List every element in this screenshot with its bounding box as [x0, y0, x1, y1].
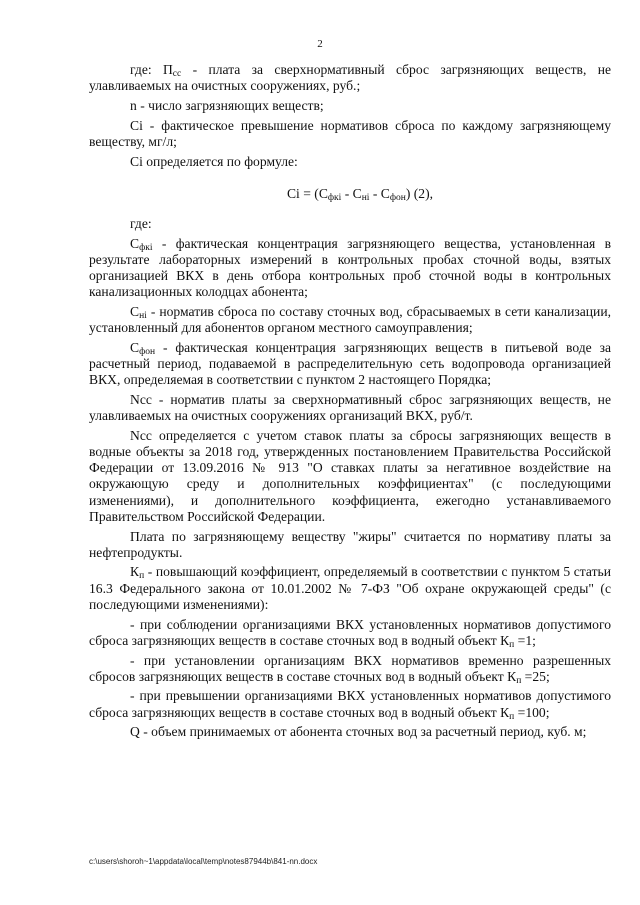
file-path-footer: c:\users\shoroh~1\appdata\local\temp\notes87944b\841-nn.docx	[89, 857, 318, 866]
paragraph-n: n - число загрязняющих веществ;	[130, 97, 324, 113]
paragraph-kp: $К_п$ - повышающий коэффициент, определяемый в соответствии с пунктом 5 статьи 16.3 Федерального закона от 10.01.2002 № 7-ФЗ "Об охране окружающей среды" (с последующими изменениями):	[89, 564, 611, 612]
paragraph-kp-25: - при установлении организациям ВКХ нормативов временно разрешенных сбросов загрязняющих веществ в составе сточных вод в водный объект $К_п =25$;	[89, 652, 611, 686]
paragraph-pss: где: $П_{сс}$ - плата за сверхнормативный сброс загрязняющих веществ, не улавливаемых на очистных сооружениях, руб.;	[89, 62, 611, 94]
page-number: 2	[317, 38, 323, 50]
paragraph-where: где:	[130, 215, 152, 231]
paragraph-ci: Ci - фактическое превышение нормативов сброса по каждому загрязняющему веществу, мг/л;	[89, 117, 611, 149]
paragraph-ncc-calc: Ncc определяется с учетом ставок платы за сбросы загрязняющих веществ в водные объекты за 2018 год, утвержденных постановлением Правительства Российской Федерации от 13.09.2016 № 913 "О ставках платы за негативное воздействие на окружающую среду и дополнительных коэффициентах" (с последующими изменениями), и дополнительного коэффициента, ежегодно устанавливаемого Правительством Российской Федерации.	[89, 427, 611, 524]
paragraph-cfon: $C_{фон}$ - фактическая концентрация загрязняющих веществ в питьевой воде за расчетный период, подаваемой в распределительную сеть водопровода организацией ВКХ, определяемая в соответствии с пунктом 2 настоящего Порядка;	[89, 339, 611, 388]
document-body	[89, 62, 611, 744]
paragraph-kp-100: - при превышении организациями ВКХ установленных нормативов допустимого сброса загрязняющих веществ в составе сточных вод в водный объект $К_п =100$;	[89, 688, 611, 722]
paragraph-ncc-def: Ncc - норматив платы за сверхнормативный сброс загрязняющих веществ, не улавливаемых на очистных сооружениях организаций ВКХ, руб/т.	[89, 391, 611, 424]
paragraph-q: Q - объем принимаемых от абонента сточных вод за расчетный период, куб. м;	[130, 724, 587, 740]
paragraph-cfk: $C_{фкi}$ - фактическая концентрация загрязняющего вещества, установленная в результате лабораторных измерений в контрольных пробах сточной воды, взятых организацией ВКХ в день отбора контрольных проб сточной воды в контрольных канализационных колодцах абонента;	[89, 235, 611, 300]
paragraph-ci-formula-intro: Ci определяется по формуле:	[130, 153, 298, 169]
formula-2: $Ci = (C_{фкi} - C_{нi} - C_{фон})$ (2),	[286, 185, 434, 203]
paragraph-fats: Плата по загрязняющему веществу "жиры" считается по нормативу платы за нефтепродукты.	[89, 528, 611, 560]
paragraph-kp-1: - при соблюдении организациями ВКХ установленных нормативов допустимого сброса загрязняющих веществ в составе сточных вод в водный объект $К_п =1$;	[89, 616, 611, 650]
paragraph-cn: $C_{нi}$ - норматив сброса по составу сточных вод, сбрасываемых в сети канализации, установленный для абонентов органом местного самоуправления;	[89, 303, 611, 336]
